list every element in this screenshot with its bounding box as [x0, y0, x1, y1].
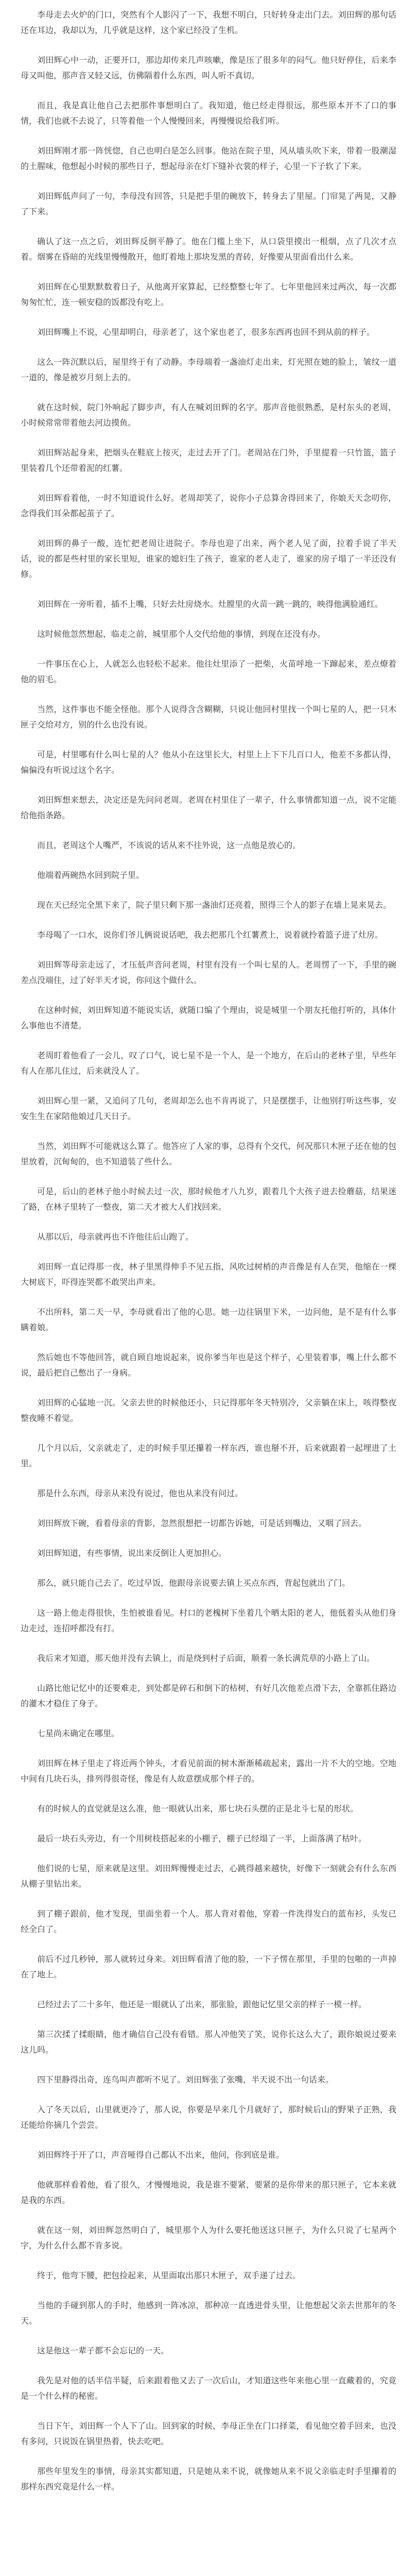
paragraph: 当日下午，刘田辉一个人下了山。回到家的时候，李母正坐在门口择菜，看见他空着手回来，也没有多问，只说饭在锅里热着，快去吃吧。: [21, 2421, 396, 2446]
paragraph: 他就那样看着他，看了很久，才慢慢地说，我是谁不要紧，要紧的是你带来的那只匣子，它本来就是我的东西。: [21, 2180, 396, 2205]
paragraph: 刘田辉的心猛地一沉。父亲去世的时候他还小，只记得那年冬天特别冷，父亲躺在床上，咳得整夜整夜睡不着觉。: [21, 1398, 396, 1423]
paragraph: 他端着两碗热水回到院子里。: [37, 870, 145, 880]
paragraph: 然后她也不等他回答，就自顾自地说起来，说你爹当年也是这个样子，心里装着事，嘴上什么都不说，最后把自己憋出了一身病。: [21, 1352, 396, 1378]
paragraph: 刘田辉心里一紧，又追问了几句，老周却怎么也不肯再说了，只是摆摆手，让他别打听这些事，安安生生在家陪他娘过几天日子。: [21, 1096, 396, 1121]
paragraph: 刘田辉看着他，一时不知道说什么好。老周却笑了，说你小子总算舍得回来了，你娘天天念叨你，念得我们耳朵都起茧子了。: [21, 493, 396, 518]
paragraph: 刘田辉心中一动，正要开口，那边却传来几声咳嗽，像是压了很多年的闷气。他只好停住，后来李母又叫他，那声音又轻又远，仿佛隔着什么东西，叫人听不真切。: [21, 55, 396, 80]
paragraph: 刘田辉一直记得那一夜，林子里黑得伸手不见五指，风吹过树梢的声音像是有人在哭，他缩在一棵大树底下，吓得连哭都不敢哭出声来。: [21, 1262, 396, 1287]
paragraph: 这一路上他走得很快，生怕被谁看见。村口的老槐树下坐着几个晒太阳的老人，他低着头从他们身边走过，连招呼都没有打。: [21, 1608, 396, 1633]
paragraph: 刘田辉知道，有些事情，说出来反倒让人更加担心。: [37, 1548, 227, 1558]
paragraph: 而且，我是真让他自己去把那件事想明白了。我知道，他已经走得很远，那些原本开不了口的事情，我们也就不去说了，只等着他一个人慢慢回来，再慢慢说给我们听。: [21, 100, 396, 126]
paragraph: 可是，后山的老林子他小时候去过一次，那时候他才八九岁，跟着几个大孩子进去捡蘑菇，结果迷了路，在林子里转了一整夜，第二天才被大人们找回来。: [21, 1187, 396, 1212]
paragraph: 当他的手碰到那人的手时，他感到一阵冰凉，那种凉一直透进骨头里，让他想起父亲去世那年的冬天。: [21, 2300, 396, 2326]
paragraph: 山路比他记忆中的还要难走，到处都是碎石和倒下的枯树，有好几次他差点滑下去，全靠抓住路边的灌木才稳住了身子。: [21, 1683, 396, 1708]
paragraph: 老周盯着他看了一会儿，叹了口气，说七星不是一个人，是一个地方，在后山的老林子里，早些年有人在那儿住过，后来就没人了。: [21, 1050, 396, 1076]
paragraph: 现在天已经完全黑下来了，院子里只剩下那一盏油灯还亮着，照得三个人的影子在墙上晃来晃去。: [37, 900, 392, 910]
paragraph: 那么，就只能自己去了。吃过早饭，他跟母亲说要去镇上买点东西，背起包就出了门。: [37, 1578, 351, 1588]
paragraph: 从那以后，母亲就再也不许他往后山跑了。: [37, 1232, 194, 1242]
paragraph: 那是什么东西，母亲从来没有说过，他也从来没有问过。: [37, 1488, 244, 1498]
paragraph: 刘田辉在一旁听着，插不上嘴，只好去灶房烧水。灶膛里的火苗一跳一跳的，映得他满脸通红。: [37, 599, 384, 609]
paragraph: 刘田辉站起身来，把烟头在鞋底上按灭，走过去开了门。老周站在门外，手里提着一只竹篮，篮子里装着几个还带着泥的红薯。: [21, 448, 396, 473]
paragraph: 李母走去火炉的门口，突然有个人影闪了一下，我想不明白，只好转身走出门去。刘田辉的那句话还在耳边，我却以为，几乎就是这样，这个家已经没了生机。: [21, 10, 396, 35]
paragraph: 确认了这一点之后，刘田辉反倒平静了。他在门槛上坐下，从口袋里摸出一根烟，点了几次才点着。烟雾在昏暗的光线里慢慢散开，他盯着地上那块发黑的青砖，好像要从里面看出什么来。: [21, 236, 396, 262]
paragraph: 七星尚未确定在哪里。: [37, 1728, 120, 1738]
paragraph: 有的时候人的直觉就是这么准，他一眼就认出来，那七块石头摆的正是北斗七星的形状。: [37, 1804, 359, 1814]
paragraph: 刘田辉的鼻子一酸，连忙把老周让进院子。李母也迎了出来，两个老人见了面，拉着手说了半天话，说的都是些村里的家长里短，谁家的媳妇生了孩子，谁家的老人走了，谁家的房子塌了一半还没有修。: [21, 538, 396, 579]
paragraph: 第三次揉了揉眼睛，他才确信自己没有看错。那人冲他笑了笑，说你长这么大了，跟你娘说过要来这儿吗。: [21, 2029, 396, 2055]
paragraph: 那些年里发生的事情，母亲其实都知道，只是她从来不说，就像她从来不说父亲临走时手里攥着的那样东西究竟是什么一样。: [21, 2466, 396, 2492]
paragraph: 可是，村里哪有什么叫七星的人？他从小在这里长大，村里上上下下几百口人，他差不多都认得，偏偏没有听说过这个名字。: [21, 750, 396, 775]
paragraph: 不出所料，第二天一早，李母就看出了他的心思。她一边往锅里下米，一边问他，是不是有什么事瞒着娘。: [21, 1307, 396, 1332]
paragraph: 刘田辉等母亲走远了，才压低声音问老周，村里有没有一个叫七星的人。老周愣了一下，手里的碗差点没端住，过了好半天才说，你问这个做什么。: [21, 960, 396, 985]
paragraph: 前后不过几秒钟，那人就转过身来。刘田辉看清了他的脸，一下子愣在那里，手里的包啪的一声掉在了地上。: [21, 1954, 396, 1979]
paragraph: 这时候他忽然想起，临走之前，城里那个人交代给他的事情，到现在还没有办。: [37, 629, 326, 639]
paragraph: 这是他这一辈子都不会忘记的一天。: [37, 2346, 169, 2355]
paragraph: 已经过去了二十多年，他还是一眼就认了出来，那张脸，跟他记忆里父亲的样子一模一样。: [37, 1999, 367, 2009]
paragraph: 刘田辉低声问了一句，李母没有回答，只是把手里的碗放下，转身去了里屋。门帘晃了两晃，又静了下来。: [21, 191, 396, 216]
paragraph: 而且，老周这个人嘴严，不该说的话从来不往外说，这一点他是放心的。: [37, 840, 301, 850]
paragraph: 最后一块石头旁边，有一个用树枝搭起来的小棚子，棚子已经塌了一半，上面落满了枯叶。: [37, 1834, 367, 1843]
paragraph: 我后来才知道，那天他并没有去镇上，而是绕到村子后面，顺着一条长满荒草的小路上了山。: [37, 1653, 375, 1663]
paragraph: 四下里静得出奇，连鸟叫声都听不见了。刘田辉张了张嘴，半天说不出一句话来。: [37, 2075, 334, 2084]
paragraph: 当然，这件事也不能全怪他。那个人说得含含糊糊，只说让他回村里找一个叫七星的人，把一只木匣子交给对方，别的什么也没有说。: [21, 704, 396, 730]
paragraph: 终于，他弯下腰，把包捡起来，从里面取出那只木匣子，双手递了过去。: [37, 2270, 301, 2280]
paragraph: 入了冬天以后，山里就更冷了，那人说，你要是早来几个月就好了，那时候后山的野果子正熟，我还能给你摘几个尝尝。: [21, 2105, 396, 2130]
paragraph: 刘田辉刚才那一阵恍惚，自己也明白是怎么回事。他站在院子里，风从墙头吹下来，带着一股潮湿的土腥味，他想起小时候的那些日子，想起母亲在灯下缝补衣裳的样子，心里一下子软了下来。: [21, 146, 396, 171]
paragraph: 刘田辉嘴上不说，心里却明白，母亲老了，这个家也老了，很多东西再也回不到从前的样子。: [37, 327, 375, 337]
paragraph: 他们说的七星，原来就是这里。刘田辉慢慢走过去，心跳得越来越快，好像下一刻就会有什么东西从棚子里钻出来。: [21, 1863, 396, 1889]
paragraph: 就在这一刻，刘田辉忽然明白了，城里那个人为什么要托他送这只匣子，为什么只说了七星两个字，为什么什么都不肯多说。: [21, 2225, 396, 2250]
paragraph: 刘田辉终于开了口，声音哑得自己都认不出来，他问，你到底是谁。: [37, 2150, 285, 2160]
paragraph: 就在这时候，院门外响起了脚步声，有人在喊刘田辉的名字。那声音他很熟悉，是村东头的老周，小时候常常带着他去河边摸鱼。: [21, 402, 396, 428]
paragraph: 几个月以后，父亲就走了，走的时候手里还攥着一样东西，谁也掰不开，后来就跟着一起埋进了土里。: [21, 1443, 396, 1468]
paragraph: 刘田辉在林子里走了将近两个钟头，才看见前面的树木渐渐稀疏起来，露出一片不大的空地。空地中间有几块石头，排列得很奇怪，像是有人故意摆成那个样子的。: [21, 1758, 396, 1784]
article-body: [21, 7, 396, 2495]
paragraph: 刘田辉想来想去，决定还是先问问老周。老周在村里住了一辈子，什么事情都知道一点，说不定能给他指条路。: [21, 795, 396, 820]
paragraph: 刘田辉在心里默默数着日子，从他离开家算起，已经整整七年了。七年里他回来过两次，每一次都匆匆忙忙，连一顿安稳的饭都没有吃上。: [21, 282, 396, 307]
paragraph: 当然，刘田辉不可能就这么算了。他答应了人家的事，总得有个交代，何况那只木匣子还在他的包里放着，沉甸甸的，也不知道装了些什么。: [21, 1141, 396, 1166]
paragraph: 我先是对他的话半信半疑，后来跟着他又去了一次后山，才知道这些年来他心里一直藏着的，究竟是一个什么样的秘密。: [21, 2376, 396, 2401]
paragraph: 到了棚子跟前，他才发现，里面坐着一个人。那人背对着他，穿着一件洗得发白的蓝布衫，头发已经全白了。: [21, 1909, 396, 1934]
paragraph: 在这种时候，刘田辉知道不能说实话，就随口编了个理由，说是城里一个朋友托他打听的，具体什么事他也不清楚。: [21, 1005, 396, 1030]
paragraph: 李母喝了一口水，说你们爷儿俩说说话吧，我去把那几个红薯煮上，说着就拎着篮子进了灶房。: [37, 930, 384, 940]
paragraph: 刘田辉放下碗，看着母亲的背影，忽然很想把一切都告诉她，可是话到嘴边，又咽了回去。: [37, 1518, 367, 1528]
paragraph: 一件事压在心上，人就怎么也轻松不起来。他往灶里添了一把柴，火苗呼地一下蹿起来，差点燎着他的眉毛。: [21, 659, 396, 684]
paragraph: 这么一阵沉默以后，屋里终于有了动静。李母端着一盏油灯走出来，灯光照在她的脸上，皱纹一道一道的，像是被岁月刻上去的。: [21, 357, 396, 382]
